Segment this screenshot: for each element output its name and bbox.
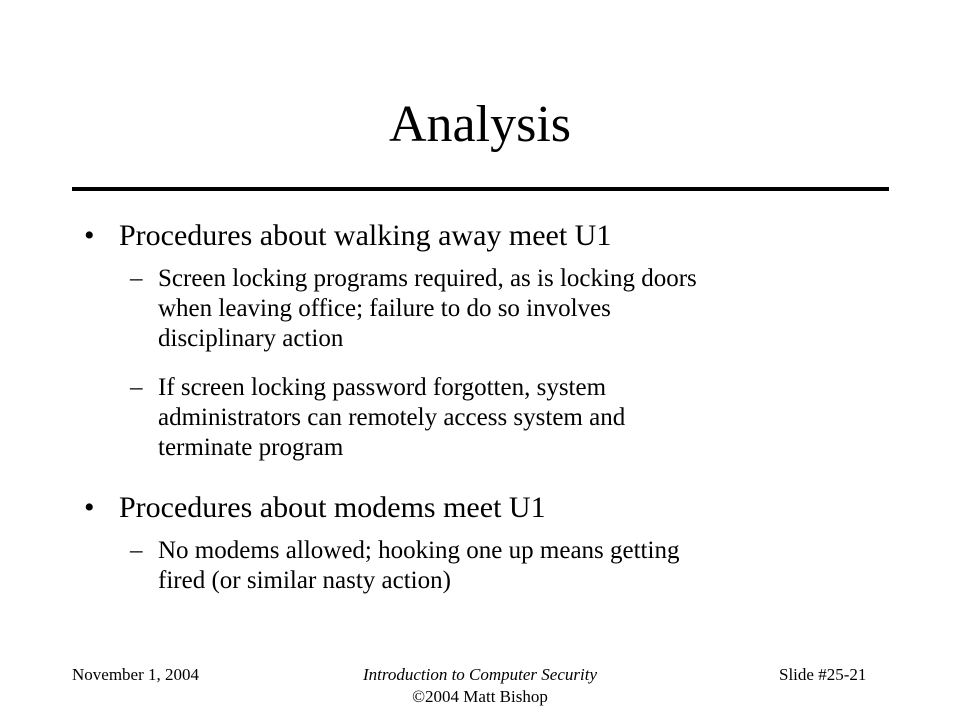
sub-bullet-line: If screen locking password forgotten, system xyxy=(158,374,607,401)
slide-title: Analysis xyxy=(389,96,571,153)
footer-copyright: ©2004 Matt Bishop xyxy=(412,687,548,706)
sub-bullet-item xyxy=(130,536,890,596)
sub-bullet-item xyxy=(130,373,890,463)
bullet-marker: • xyxy=(84,219,95,252)
bullet-text: Procedures about walking away meet U1 xyxy=(119,219,612,252)
dash-marker: – xyxy=(130,537,143,564)
bullet-text: Procedures about modems meet U1 xyxy=(119,491,546,524)
dash-marker: – xyxy=(130,265,143,292)
footer-course-info xyxy=(300,664,660,708)
footer-course-title: Introduction to Computer Security xyxy=(362,665,598,684)
sub-bullet-line: terminate program xyxy=(158,434,344,461)
sub-bullet-line: disciplinary action xyxy=(158,325,344,352)
sub-bullet-line: when leaving office; failure to do so involves xyxy=(158,295,611,322)
sub-bullet-item xyxy=(130,264,890,354)
dash-marker: – xyxy=(130,374,143,401)
sub-bullet-line: administrators can remotely access system and xyxy=(158,404,626,431)
sub-bullet-line: No modems allowed; hooking one up means getting xyxy=(158,537,680,564)
sub-bullet-line: Screen locking programs required, as is locking doors xyxy=(158,265,697,292)
title-divider xyxy=(72,187,889,191)
footer-slide-number: Slide #25-21 xyxy=(779,665,867,684)
bullet-marker: • xyxy=(84,491,95,524)
footer-date: November 1, 2004 xyxy=(72,665,200,684)
sub-bullet-line: fired (or similar nasty action) xyxy=(158,567,451,594)
